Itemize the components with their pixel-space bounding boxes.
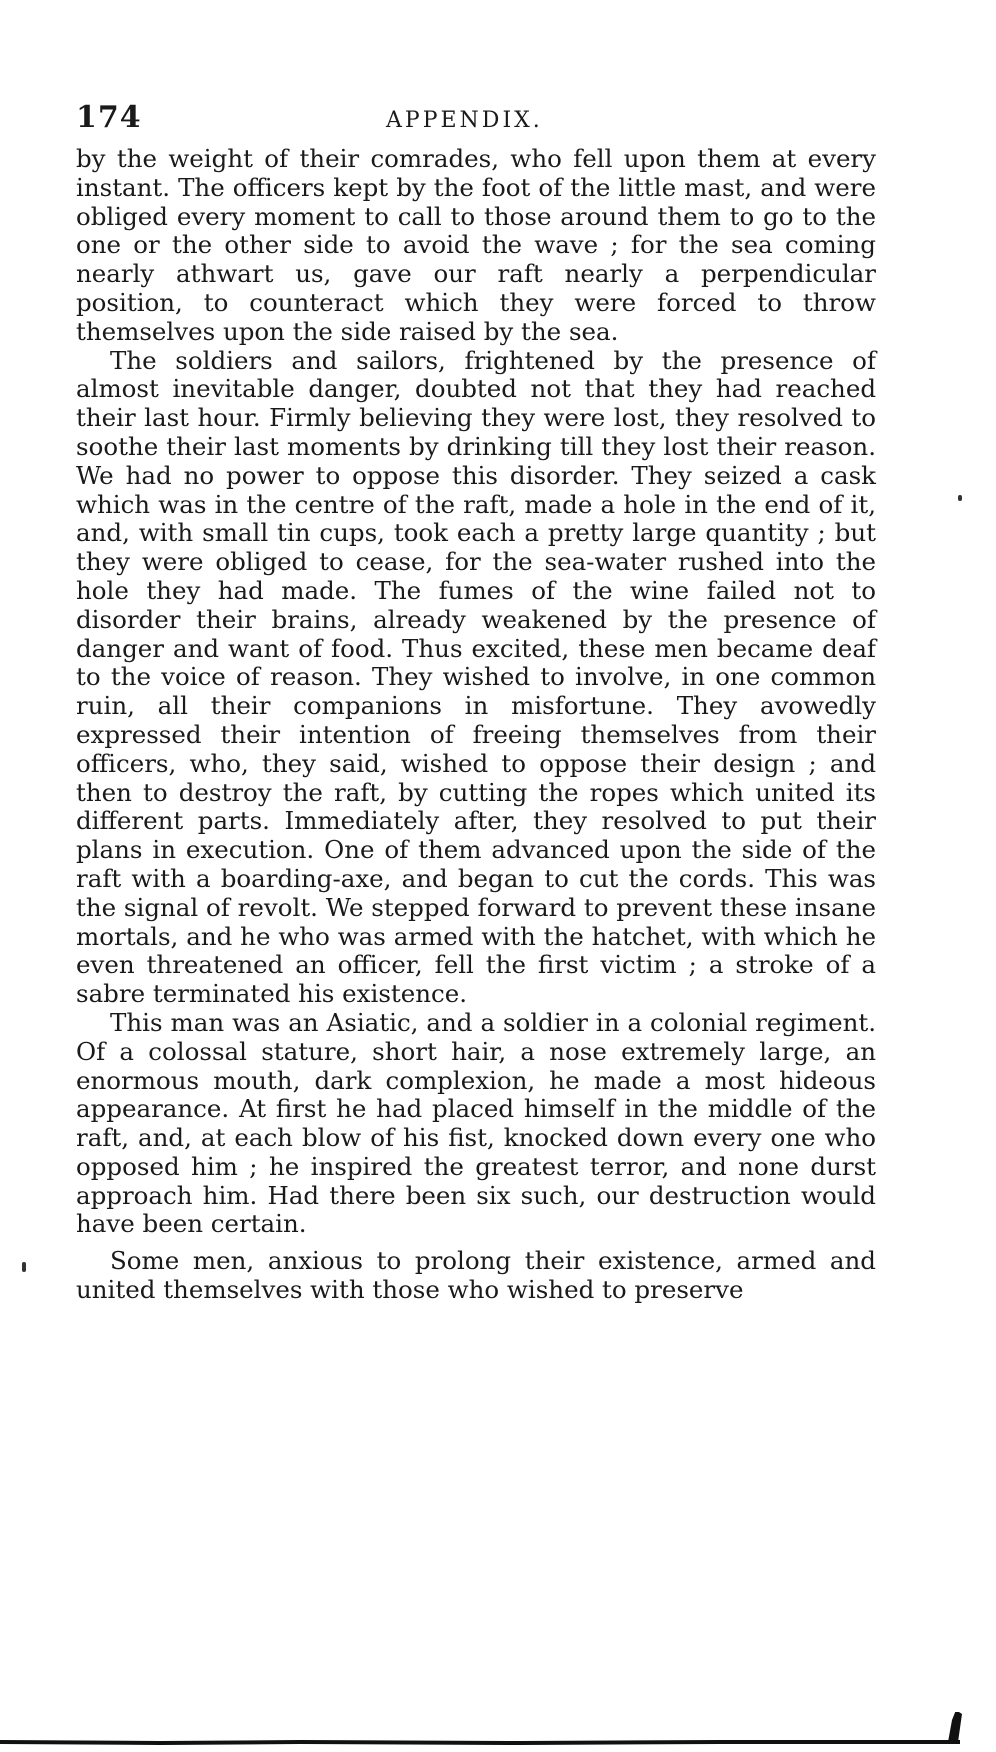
paragraph-2: The soldiers and sailors, frightened by the presence of almost inevitable danger, doubted not that they had reached their last hour. Firmly believing they were lost, they resolved to soothe their last moments by drinking till they lost their reason. We had no power to oppose this disorder. They seized a cask which was in the centre of the raft, made a hole in the end of it, and, with small tin cups, took each a pretty large quantity ; but they were obliged to cease, for the sea-water rushed into the hole they had made. The fumes of the wine failed not to disorder their brains, already weakened by the presence of danger and want of food. Thus excited, these men became deaf to the voice of reason. They wished to involve, in one common ruin, all their companions in misfortune. They avowedly expressed their intention of freeing themselves from their officers, who, they said, wished to oppose their design ; and then to destroy the raft, by cutting the ropes which united its different parts. Immediately after, they resolved to put their plans in execution. One of them advanced upon the side of the raft with a boarding-axe, and began to cut the cords. This was the signal of revolt. We stepped forward to prevent these insane mortals, and he who was armed with the hatchet, with which he even threatened an officer, fell the first victim ; a stroke of a sabre terminated his existence. [76, 345, 876, 1009]
running-head: APPENDIX. [386, 108, 543, 133]
page-number: 174 [76, 100, 142, 135]
stray-ink-mark [22, 1262, 26, 1272]
paragraph-3: This man was an Asiatic, and a soldier in a colonial regiment. Of a colossal stature, short hair, a nose extremely large, an enormous mouth, dark complexion, he made a most hideous appearance. At first he had placed himself in the middle of the raft, and, at each blow of his fist, knocked down every one who opposed him ; he inspired the greatest terror, and none durst approach him. Had there been six such, our destruction would have been certain. [76, 1007, 876, 1239]
paragraph-1: by the weight of their comrades, who fell upon them at every instant. The officers kept by the foot of the little mast, and were obliged every moment to call to those around them to go to the one or the other side to avoid the wave ; for the sea coming nearly athwart us, gave our raft nearly a perpendicular position, to counteract which they were forced to throw themselves upon the side raised by the sea. [76, 144, 876, 346]
stray-ink-mark [958, 495, 962, 501]
body-text [76, 145, 876, 1305]
page-header [76, 100, 876, 140]
page-edge-rule [0, 1712, 996, 1752]
paragraph-4: Some men, anxious to prolong their existence, armed and united themselves with those who wished to preserve [76, 1246, 876, 1305]
